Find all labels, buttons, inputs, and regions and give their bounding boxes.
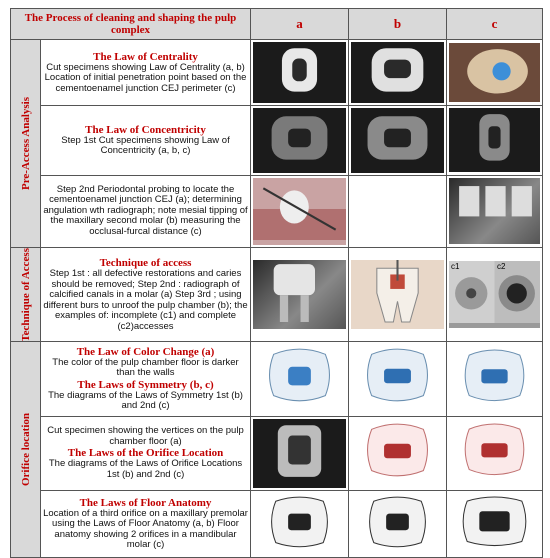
tooth-diagram-image [351, 419, 444, 488]
row-floor-anatomy [11, 490, 543, 558]
label-c1: c1 [451, 261, 460, 271]
column-b-header: b [349, 9, 447, 40]
symmetry-image-c [447, 342, 543, 416]
step2-description [41, 175, 251, 247]
tooth-section-image [351, 42, 444, 103]
orifice-heading: The Laws of the Orifice Location [67, 447, 224, 460]
floor-image-a [251, 490, 349, 558]
centrality-heading: The Law of Centrality [93, 50, 198, 63]
floor-description [41, 490, 251, 558]
section-pre-access-label: Pre-Access Analysis [19, 96, 32, 190]
access-image-c [447, 247, 543, 342]
row-technique [11, 247, 543, 342]
orifice-text: The diagrams of the Laws of Orifice Locations 1st (b) and 2nd (c) [48, 458, 243, 480]
tooth-section-image [253, 42, 346, 103]
tooth-section-image [449, 108, 540, 172]
centrality-description [41, 40, 251, 106]
tooth-diagram-image [449, 419, 540, 487]
tooth-section-image [253, 419, 346, 488]
header-row [11, 9, 543, 40]
vertices-text: Cut specimen showing the vertices on the pulp chamber floor (a) [47, 425, 244, 447]
concentricity-image-b [349, 105, 447, 175]
floor-image-b [349, 490, 447, 558]
label-c2: c2 [497, 261, 506, 271]
step2-text: Step 2nd Periodontal probing to locate the cementoenamel junction CEJ (a); determining angulation wth radiograph; note mesial tipping of the maxillary second molar (b) measuring the occlusal-furcal distance (c) [43, 183, 248, 237]
concentricity-text: Step 1st Cut specimens showing Law of Concentricity (a, b, c) [61, 134, 230, 157]
tooth-diagram-image [253, 493, 346, 556]
row-color-symmetry [11, 342, 543, 416]
section-technique [11, 247, 41, 342]
concentricity-heading: The Law of Concentricity [85, 123, 206, 136]
clinical-photo-image [449, 43, 540, 103]
column-c-header: c [447, 9, 543, 40]
tooth-diagram-image [351, 344, 444, 413]
step2-image-c [447, 175, 543, 247]
color-symmetry-description [41, 342, 251, 416]
access-image-a [251, 247, 349, 342]
row-step-2 [11, 175, 543, 247]
step2-image-b [349, 175, 447, 247]
tooth-diagram-image [351, 493, 444, 556]
figure-table [10, 8, 542, 551]
floor-heading: The Laws of Floor Anatomy [79, 496, 212, 509]
symmetry-heading: The Laws of Symmetry (b, c) [77, 378, 214, 391]
tooth-diagram-image [449, 493, 540, 555]
row-concentricity [11, 105, 543, 175]
access-heading: Technique of access [99, 257, 192, 270]
section-orifice [11, 342, 41, 558]
row-centrality [11, 40, 543, 106]
tooth-diagram-image [449, 345, 540, 413]
vertices-image-a [251, 416, 349, 490]
color-image-a [251, 342, 349, 416]
color-text: The color of the pulp chamber floor is darker than the walls [52, 356, 239, 379]
centrality-image-a [251, 40, 349, 106]
floor-text: Location of a third orifice on a maxillary premolar using the Laws of Floor Anatomy (a, b) Floor anatomy showing 2 orifices in a mandibular molar (c) [43, 507, 248, 551]
section-orifice-label: Orifice location [19, 413, 32, 487]
tooth-section-image [351, 108, 444, 173]
row-orifice-location [11, 416, 543, 490]
concentricity-image-c [447, 105, 543, 175]
centrality-image-b [349, 40, 447, 106]
access-text: Step 1st : all defective restorations and caries should be removed; Step 2nd : radiograph of calcified canals in a molar (a) Step 3rd ; using different burs to unroof the pulp chamber (b); the examples of: incomplete (c1) and complete (c2)accesses [43, 268, 248, 332]
symmetry-text: The diagrams of the Laws of Symmetry 1st (b) and 2nd (c) [48, 389, 243, 412]
access-description [41, 247, 251, 342]
orifice-image-b [349, 416, 447, 490]
table-title: The Process of cleaning and shaping the pulp complex [11, 9, 251, 40]
access-image-b [349, 247, 447, 342]
orifice-image-c [447, 416, 543, 490]
radiograph-image [253, 260, 346, 329]
step2-image-a [251, 175, 349, 247]
centrality-text: Cut specimens showing Law of Centrality (a, b) Location of initial penetration point based on the cementoenamel junction CEJ perimeter (c) [44, 61, 247, 94]
color-heading: The Law of Color Change (a) [76, 345, 215, 358]
symmetry-image-b [349, 342, 447, 416]
column-a-header: a [251, 9, 349, 40]
process-table [10, 8, 543, 558]
clinical-probe-photo [253, 178, 346, 245]
access-examples-image [449, 261, 540, 329]
tooth-section-image [253, 108, 346, 173]
floor-image-c [447, 490, 543, 558]
radiograph-image [449, 178, 540, 244]
concentricity-description [41, 105, 251, 175]
section-technique-label: Technique of Access [19, 247, 32, 342]
orifice-description [41, 416, 251, 490]
tooth-diagram-image [253, 344, 346, 413]
concentricity-image-a [251, 105, 349, 175]
centrality-image-c [447, 40, 543, 106]
section-pre-access [11, 40, 41, 248]
tooth-diagram-image [351, 260, 444, 329]
